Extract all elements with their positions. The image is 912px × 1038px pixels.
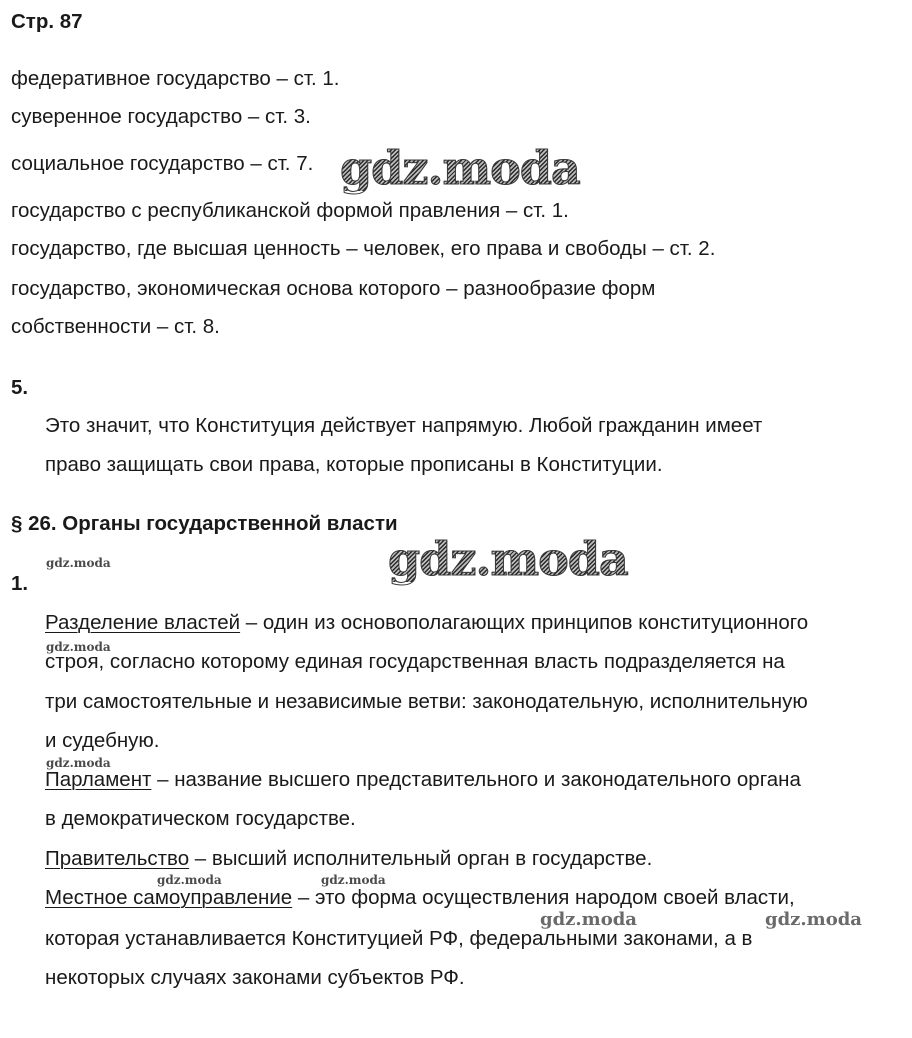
task-5-number: 5. bbox=[11, 376, 29, 399]
definition-text: – это форма осуществления народом своей власти, bbox=[292, 886, 795, 909]
watermark-small: gdz.moda bbox=[46, 556, 111, 570]
definition-line: и судебную. bbox=[45, 729, 160, 752]
term-parliament: Парламент bbox=[45, 768, 152, 791]
list-item: государство, где высшая ценность – человек, его права и свободы – ст. 2. bbox=[11, 237, 716, 260]
watermark-small: gdz.moda bbox=[157, 873, 222, 887]
term-government: Правительство bbox=[45, 847, 190, 870]
definition-text: – один из основополагающих принципов конституционного bbox=[240, 611, 809, 634]
watermark-medium: gdz.moda bbox=[765, 909, 862, 930]
definition-line: некоторых случаях законами субъектов РФ. bbox=[45, 966, 465, 989]
task-5-answer-line: Это значит, что Конституция действует напрямую. Любой гражданин имеет bbox=[45, 414, 763, 437]
watermark-small: gdz.moda bbox=[321, 873, 386, 887]
list-item: государство, экономическая основа которого – разнообразие форм bbox=[11, 277, 656, 300]
definition-line: в демократическом государстве. bbox=[45, 807, 356, 830]
definition-local bbox=[45, 888, 795, 909]
definition-line: строя, согласно которому единая государственная власть подразделяется на bbox=[45, 650, 785, 673]
watermark-small: gdz.moda bbox=[46, 756, 111, 770]
page-label: Стр. 87 bbox=[11, 10, 83, 33]
definition-line: три самостоятельные и независимые ветви: законодательную, исполнительную bbox=[45, 690, 808, 713]
task-1-number: 1. bbox=[11, 572, 29, 595]
watermark-medium: gdz.moda bbox=[540, 909, 637, 930]
definition-parliament bbox=[45, 770, 801, 791]
watermark-logo: gdz.moda bbox=[388, 532, 628, 586]
list-item: социальное государство – ст. 7. bbox=[11, 152, 314, 175]
list-item: суверенное государство – ст. 3. bbox=[11, 105, 311, 128]
list-item: государство с республиканской формой правления – ст. 1. bbox=[11, 199, 569, 222]
term-separation: Разделение властей bbox=[45, 611, 241, 634]
definition-government bbox=[45, 849, 652, 870]
watermark-small: gdz.moda bbox=[46, 640, 111, 654]
watermark-logo: gdz.moda bbox=[340, 141, 580, 195]
definition-line: которая устанавливается Конституцией РФ, федеральными законами, а в bbox=[45, 927, 753, 950]
task-5-answer-line: право защищать свои права, которые прописаны в Конституции. bbox=[45, 453, 663, 476]
term-local: Местное самоуправление bbox=[45, 886, 293, 909]
list-item: федеративное государство – ст. 1. bbox=[11, 67, 340, 90]
definition-text: – высший исполнительный орган в государстве. bbox=[189, 847, 653, 870]
definition-text: – название высшего представительного и законодательного органа bbox=[151, 768, 801, 791]
list-item: собственности – ст. 8. bbox=[11, 315, 220, 338]
definition-separation bbox=[45, 613, 808, 634]
section-title: § 26. Органы государственной власти bbox=[11, 512, 398, 535]
